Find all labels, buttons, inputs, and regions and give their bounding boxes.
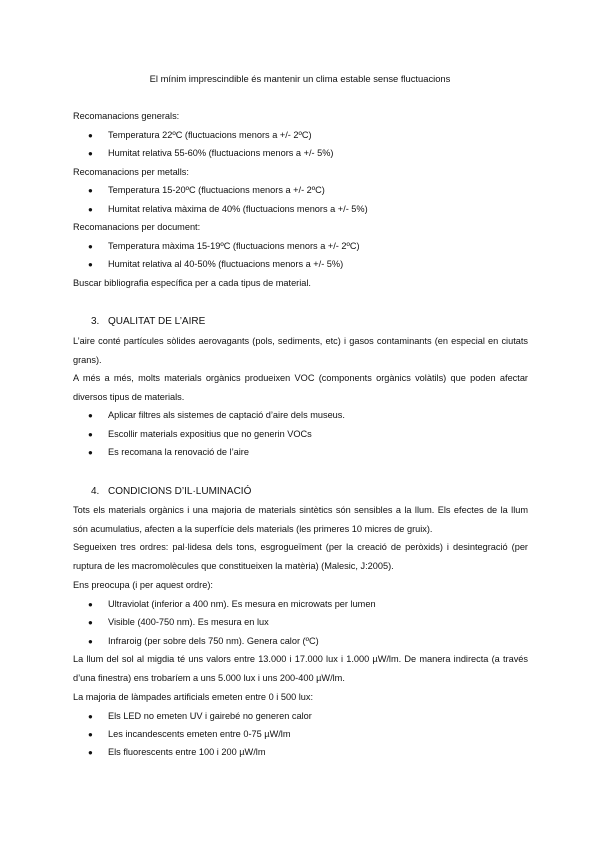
list-item: ● Temperatura 15-20ºC (fluctuacions menors a +/- 2ºC) [88,185,325,195]
section-3-heading: 3. QUALITAT DE L’AIRE [91,316,206,327]
section-4-paragraph-4: La llum del sol al migdia té uns valors entre 13.000 i 17.000 lux i 1.000 µW/lm. De manera indirecta (a través d’una finestra) ens trobaríem a uns 5.000 lux i uns 200-400 µW/lm. [73,654,528,683]
bullet-icon: ● [88,748,93,757]
list-item: ● Temperatura màxima 15-19ºC (fluctuacions menors a +/- 2ºC) [88,241,360,251]
section-4-paragraph-1: Tots els materials orgànics i una majoria de materials sintètics són sensibles a la llum. Els efectes de la llum són acumulatius, afecten a la superfície dels materials (les primeres 10 micres de gruix). [73,505,528,534]
list-item: ● Es recomana la renovació de l’aire [88,447,249,457]
bullet-icon: ● [88,242,93,251]
list-item: ● Infraroig (per sobre dels 750 nm). Genera calor (ºC) [88,636,319,646]
bullet-icon: ● [88,411,93,420]
section-4-heading: 4. CONDICIONS D’IL·LUMINACIÓ [91,486,252,497]
bullet-icon: ● [88,637,93,646]
bullet-icon: ● [88,618,93,627]
list-item: ● Escollir materials expositius que no generin VOCs [88,429,312,439]
page-title: El mínim imprescindible és mantenir un clima estable sense fluctuacions [149,73,451,84]
section-3-paragraph-1: L’aire conté partícules sòlides aerovagants (pols, sediments, etc) i gasos contaminants (en especial en ciutats grans). [73,336,528,365]
list-item: ● Humitat relativa màxima de 40% (fluctuacions menors a +/- 5%) [88,204,368,214]
bullet-icon: ● [88,730,93,739]
list-item: ● Els fluorescents entre 100 i 200 µW/lm [88,747,266,757]
list-item: ● Humitat relativa 55-60% (fluctuacions menors a +/- 5%) [88,148,334,158]
reco-metalls-label: Recomanacions per metalls: [73,167,189,177]
section-4-paragraph-2: Segueixen tres ordres: pal·lidesa dels tons, esgrogueïment (per la creació de peròxids) i desintegració (per ruptura de les macromolècules que constitueixen la matèria) (Malesic, J:2005). [73,542,528,571]
list-item: ● Aplicar filtres als sistemes de captació d’aire dels museus. [88,410,345,420]
list-item: ● Visible (400-750 nm). Es mesura en lux [88,617,269,627]
bullet-icon: ● [88,260,93,269]
list-item: ● Els LED no emeten UV i gairebé no generen calor [88,711,312,721]
list-item: ● Ultraviolat (inferior a 400 nm). Es mesura en microwats per lumen [88,599,376,609]
bullet-icon: ● [88,205,93,214]
section-4-paragraph-3: Ens preocupa (i per aquest ordre): [73,580,213,590]
bullet-icon: ● [88,712,93,721]
bullet-icon: ● [88,448,93,457]
bullet-icon: ● [88,600,93,609]
section-4-paragraph-5: La majoria de làmpades artificials emeten entre 0 i 500 lux: [73,692,314,702]
reco-general-label: Recomanacions generals: [73,111,180,121]
reco-document-label: Recomanacions per document: [73,222,201,232]
bullet-icon: ● [88,131,93,140]
section-3-paragraph-2: A més a més, molts materials orgànics produeixen VOC (components orgànics volàtils) que poden afectar diversos tipus de materials. [73,373,528,402]
list-item: ● Temperatura 22ºC (fluctuacions menors a +/- 2ºC) [88,130,312,140]
bullet-icon: ● [88,186,93,195]
buscar-note: Buscar bibliografia específica per a cada tipus de material. [73,278,311,288]
bullet-icon: ● [88,149,93,158]
list-item: ● Les incandescents emeten entre 0-75 µW/lm [88,729,291,739]
list-item: ● Humitat relativa al 40-50% (fluctuacions menors a +/- 5%) [88,259,344,269]
bullet-icon: ● [88,430,93,439]
